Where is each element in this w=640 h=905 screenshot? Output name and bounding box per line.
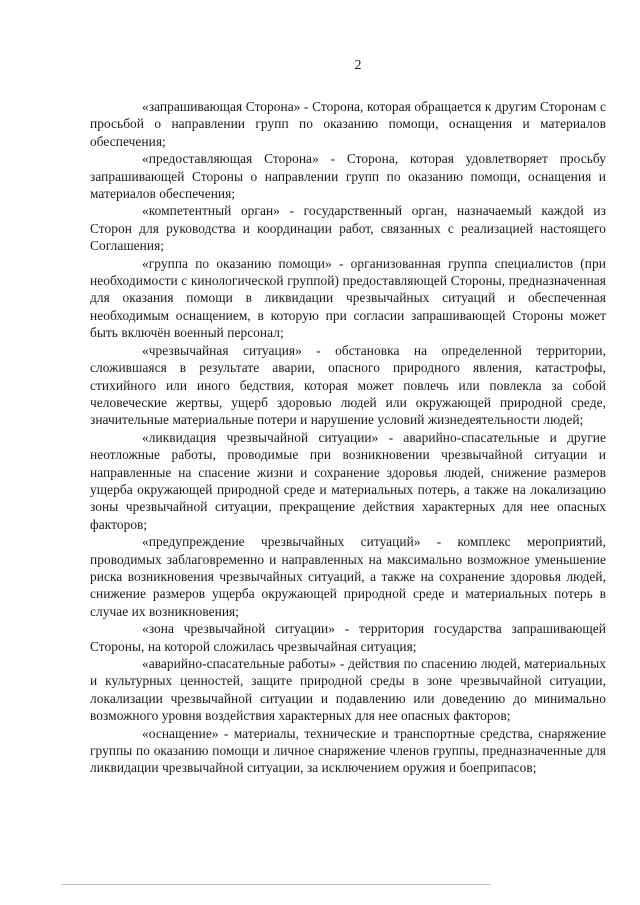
definition-paragraph: «группа по оказанию помощи» - организованная группа специалистов (при необходимости с кинологической группой) предоставляющей Стороны, предназначенная для оказания помощи в ликвидации чрезвычайных ситуаций и обеспеченная необходимым оснащением, в которую при согласии запрашивающей Стороны может быть включён военный персонал; (90, 255, 606, 341)
definition-paragraph: «аварийно-спасательные работы» - действия по спасению людей, материальных и культурных ценностей, защите природной среды в зоне чрезвычайной ситуации, локализации чрезвычайной ситуации и подавлению или доведению до минимально возможного уровня воздействия характерных для нее опасных факторов; (90, 656, 606, 724)
page-number: 2 (354, 58, 362, 73)
definition-paragraph: «компетентный орган» - государственный орган, назначаемый каждой из Сторон для руководства и координации работ, связанных с реализацией настоящего Соглашения; (90, 203, 606, 254)
definition-paragraph: «зона чрезвычайной ситуации» - территория государства запрашивающей Стороны, на которой сложилась чрезвычайная ситуация; (90, 621, 606, 654)
definition-paragraph: «ликвидация чрезвычайной ситуации» - аварийно-спасательные и другие неотложные работы, проводимые при возникновении чрезвычайной ситуации и направленные на спасение жизни и сохранение здоровья людей, снижение размеров ущерба окружающей природной среде и материальных потерь, а также на локализацию зоны чрезвычайной ситуации, прекращение действия характерных для нее опасных факторов; (90, 429, 606, 532)
definition-paragraph: «оснащение» - материалы, технические и транспортные средства, снаряжение группы по оказанию помощи и личное снаряжение членов группы, предназначенные для ликвидации чрезвычайной ситуации, за исключением оружия и боеприпасов; (90, 725, 606, 776)
definition-paragraph: «предупреждение чрезвычайных ситуаций» - комплекс мероприятий, проводимых заблаговременно и направленных на максимально возможное уменьшение риска возникновения чрезвычайных ситуаций, а также на сохранение здоровья людей, снижение размеров ущерба окружающей природной среде и материальных потерь в случае их возникновения; (90, 534, 606, 619)
definition-paragraph: «запрашивающая Сторона» - Сторона, которая обращается к другим Сторонам с просьбой о направлении групп по оказанию помощи, оснащения и материалов обеспечения; (90, 99, 606, 149)
definitions-list (90, 98, 606, 777)
definition-paragraph: «предоставляющая Сторона» - Сторона, которая удовлетворяет просьбу запрашивающей Стороны о направлении групп по оказанию помощи, оснащения и материалов обеспечения; (90, 151, 606, 202)
bottom-divider (62, 884, 490, 885)
definition-paragraph: «чрезвычайная ситуация» - обстановка на определенной территории, сложившаяся в результате аварии, опасного природного явления, катастрофы, стихийного или иного бедствия, которая может повлечь или повлекла за собой человеческие жертвы, ущерб здоровью людей или окружающей природной среде, значительные материальные потери и нарушение условий жизнедеятельности людей; (90, 342, 606, 428)
